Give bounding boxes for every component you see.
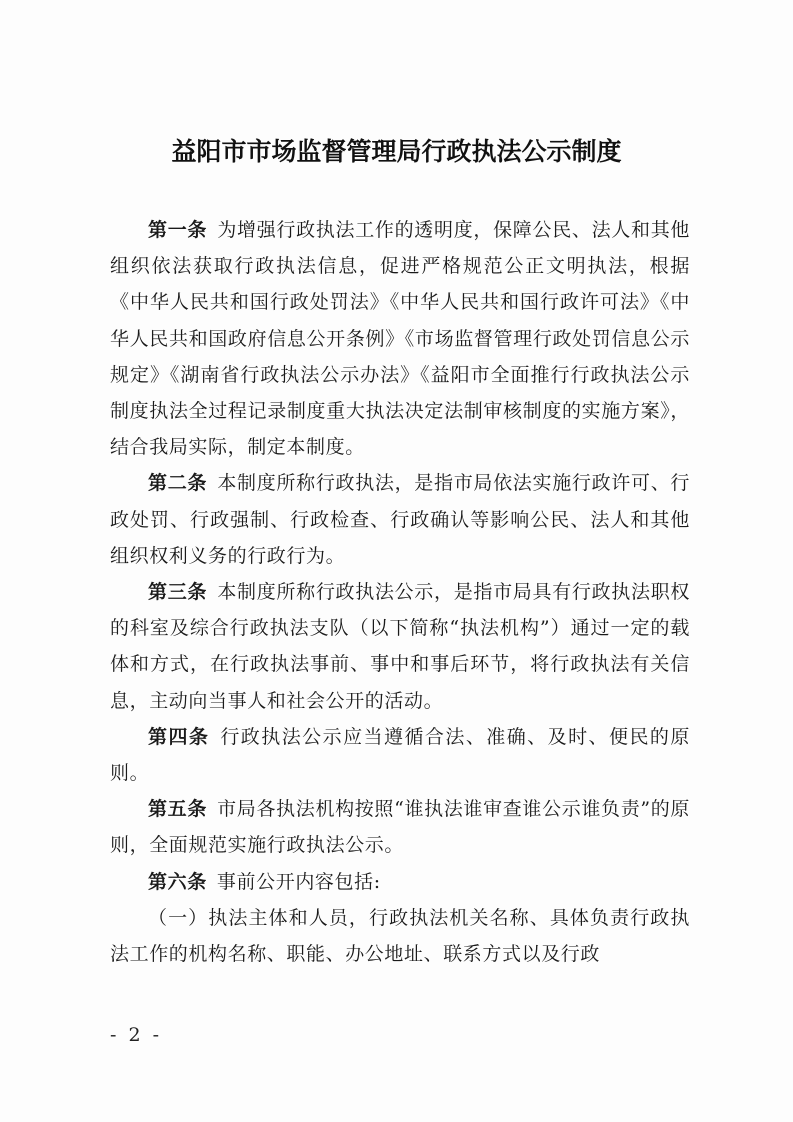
article-text: 事前公开内容包括: bbox=[216, 870, 381, 893]
article-number: 第三条 bbox=[148, 581, 208, 604]
article-text: 市局各执法机构按照“谁执法谁审查谁公示谁负责”的原则，全面规范实施行政执法公示。 bbox=[110, 798, 690, 857]
article-text: 本制度所称行政执法，是指市局依法实施行政许可、行政处罚、行政强制、行政检查、行政确认等影响公民、法人和其他组织权利义务的行政行为。 bbox=[110, 472, 690, 567]
article-text: 行政执法公示应当遵循合法、准确、及时、便民的原则。 bbox=[110, 725, 690, 785]
article-6 bbox=[110, 864, 690, 900]
article-1 bbox=[110, 212, 690, 465]
article-3 bbox=[110, 574, 690, 719]
article-number: 第六条 bbox=[148, 870, 207, 893]
document-title: 益阳市市场监督管理局行政执法公示制度 bbox=[171, 137, 622, 166]
page-number: - 2 - bbox=[110, 1024, 163, 1046]
article-number: 第五条 bbox=[148, 798, 207, 821]
document-body bbox=[110, 212, 690, 972]
article-text: 为增强行政执法工作的透明度，保障公民、法人和其他组织依法获取行政执法信息，促进严格规范公正文明执法，根据《中华人民共和国行政处罚法》《中华人民共和国行政许可法》《中华人民共和国政府信息公开条例》《市场监督管理行政处罚信息公示规定》《湖南省行政执法公示办法》《益阳市全面推行行政执法公示制度执法全过程记录制度重大执法决定法制审核制度的实施方案》，结合我局实际，制定本制度。 bbox=[110, 219, 690, 459]
article-4 bbox=[110, 719, 690, 791]
article-text: 本制度所称行政执法公示，是指市局具有行政执法职权的科室及综合行政执法支队（以下简称“执法机构”）通过一定的载体和方式，在行政执法事前、事中和事后环节，将行政执法有关信息，主动向当事人和社会公开的活动。 bbox=[110, 581, 690, 712]
article-6-item-1: （一）执法主体和人员，行政执法机关名称、具体负责行政执法工作的机构名称、职能、办公地址、联系方式以及行政 bbox=[110, 906, 690, 966]
article-number: 第一条 bbox=[148, 219, 208, 241]
article-number: 第二条 bbox=[148, 472, 208, 495]
article-2 bbox=[110, 465, 690, 574]
article-number: 第四条 bbox=[148, 725, 210, 748]
article-5 bbox=[110, 791, 690, 863]
